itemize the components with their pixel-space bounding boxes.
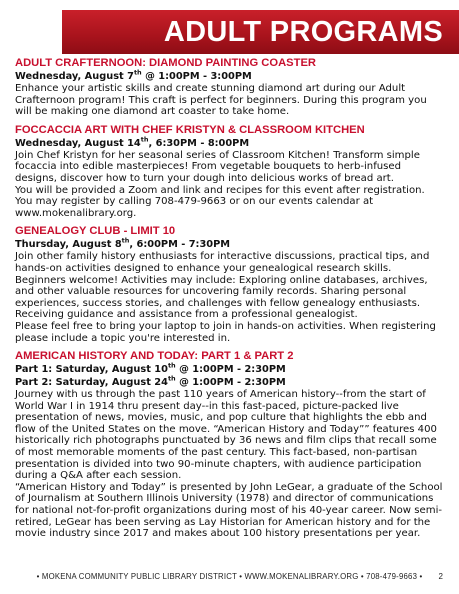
event-date-part2: Part 2: Saturday, August 24th @ 1:00PM - 2:30PM [15, 374, 286, 389]
event-date: Wednesday, August 14th, 6:30PM - 8:00PM [15, 135, 250, 149]
event-title: AMERICAN HISTORY AND TODAY: PART 1 & PART 2 [15, 350, 294, 363]
page-number: 2 [438, 572, 443, 581]
main-content [15, 57, 445, 546]
event-american-history [15, 350, 445, 540]
presenter-bio: “American History and Today” is presented by John LeGear, a graduate of the School of Journalism at Southern Illinois University (1978) and director of communications for national not-for-profit organizations during most of his 40-year career. Now semi-retired, LeGear has been serving as Lay Historian for American history and for the movie industry since 2017 and makes about 100 history presentations per year. [15, 481, 443, 540]
event-date: Wednesday, August 7th @ 1:00PM - 3:00PM [15, 68, 252, 82]
event-title: GENEALOGY CLUB - LIMIT 10 [15, 225, 176, 238]
event-title: FOCCACCIA ART WITH CHEF KRISTYN & CLASSROOM KITCHEN [15, 123, 365, 136]
event-description: Join other family history enthusiasts for interactive discussions, practical tips, and hands-on activities designed to enhance your genealogical research skills. Beginners welcome! Activities may include: Exploring online databases, archives, and other valuable resources for uncovering family records. Sharing personal experiences, success stories, and challenges with fellow genealogy enthusiasts. Receiving guidance and assistance from a professional genealogist. [15, 251, 430, 321]
header-banner [0, 10, 459, 54]
event-genealogy [15, 225, 445, 344]
event-registration-note: Please feel free to bring your laptop to join in hands-on activities. When registering please include a topic you're interested in. [15, 320, 436, 344]
footer-text: • MOKENA COMMUNITY PUBLIC LIBRARY DISTRICT • WWW.MOKENALIBRARY.ORG • 708-479-9663 • [36, 572, 423, 581]
event-description: Enhance your artistic skills and create stunning diamond art during our Adult Crafternoon program! This craft is perfect for beginners. During this program you will be making one diamond art coaster to take home. [15, 83, 427, 118]
event-foccaccia [15, 124, 445, 220]
page-title: ADULT PROGRAMS [163, 16, 443, 48]
event-registration-note: You will be provided a Zoom and link and recipes for this event after registration. You may register by calling 708-479-9663 or on our events calendar at www.mokenalibrary.org. [15, 184, 425, 219]
event-description: Journey with us through the past 110 years of American history--from the start of World War I in 1914 thru present day--in this fast-paced, picture-packed live presentation of news, movies, music, and pop culture that highlights the ebb and flow of the United States on the move. “American History and Today”” features 400 historically rich photographs punctuated by 36 news and film clips that recall some of most memorable moments of the past century. This fact-based, non-partisan presentation is divided into two 90-minute chapters, with audience participation during a Q&A after each session. [15, 389, 437, 482]
event-date: Thursday, August 8th, 6:00PM - 7:30PM [15, 237, 231, 251]
event-description: Join Chef Kristyn for her seasonal series of Classroom Kitchen! Transform simple focaccia into edible masterpieces! From vegetable bouquets to herb-infused designs, discover how to turn your dough into delicious works of bread art. [15, 149, 420, 184]
event-title: ADULT CRAFTERNOON: DIAMOND PAINTING COASTER [15, 57, 317, 69]
event-date-part1: Part 1: Saturday, August 10th @ 1:00PM - 2:30PM [15, 361, 286, 376]
event-crafternoon [15, 57, 445, 118]
